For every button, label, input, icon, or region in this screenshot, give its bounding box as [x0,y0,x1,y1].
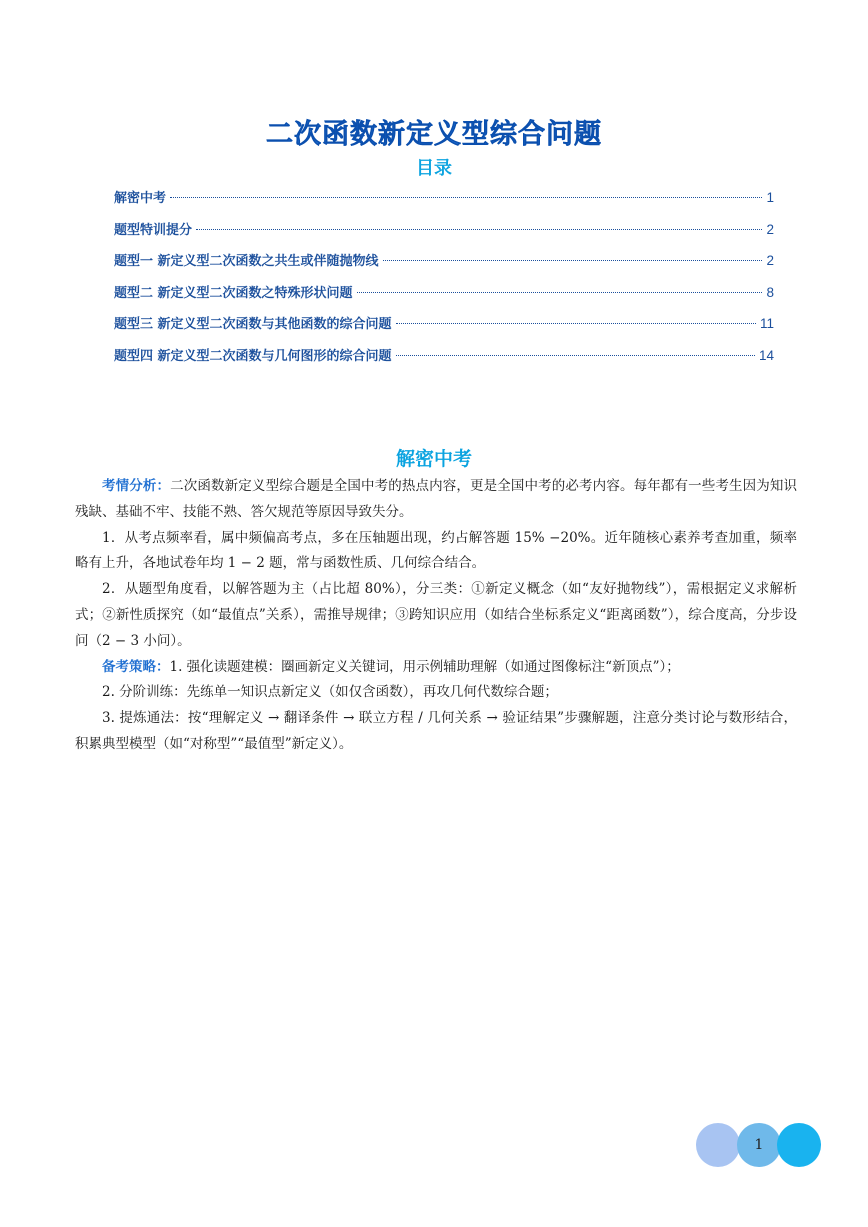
toc-entry-label: 解密中考 [114,191,167,206]
toc-entry-label: 题型一 新定义型二次函数之共生或伴随抛物线 [114,254,379,269]
paragraph-text: 3. 提炼通法：按“理解定义 → 翻译条件 → 联立方程 / 几何关系 → 验证结果”步骤解题，注意分类讨论与数形结合，积累典型模型（如“对称型”“最值型”新定义）。 [75,710,797,752]
page-number: 1 [754,1137,764,1153]
toc-entry-label: 题型二 新定义型二次函数之特殊形状问题 [114,285,353,301]
paragraph [75,680,797,706]
paragraph-text: 二次函数新定义型综合题是全国中考的热点内容，更是全国中考的必考内容。每年都有一些考生因为知识残缺、基础不牢、技能不熟、答欠规范等原因导致失分。 [75,478,798,520]
paragraph [75,655,797,681]
table-of-contents [114,182,774,371]
paragraph [75,706,797,758]
page-number-badge [696,1123,824,1167]
toc-entry[interactable] [114,245,774,277]
toc-leader-dots [357,292,763,293]
toc-entry-label: 题型特训提分 [114,222,193,238]
paragraph-text: 1．从考点频率看，属中频偏高考点，多在压轴题出现，约占解答题 15% −20%。近年随核心素养考查加重，频率略有上升，各地试卷年均 1 − 2 题，常与函数性质、几何综合结合。 [75,529,797,572]
decorative-circle [696,1123,740,1167]
paragraph-text: 2．从题型角度看，以解答题为主（占比超 80%），分三类：①新定义概念（如“友好抛物线”），需根据定义求解析式；②新性质探究（如“最值点”关系），需推导规律；③跨知识应用（如结合坐标系定义“距离函数”），综合度高，分步设问（2 − 3 小问）。 [75,581,797,649]
toc-entry-label: 题型四 新定义型二次函数与几何图形的综合问题 [114,348,392,364]
toc-entry[interactable] [114,214,774,246]
section-heading: 解密中考 [395,448,472,470]
paragraph-text: 2. 分阶训练：先练单一知识点新定义（如仅含函数），再攻几何代数综合题； [102,684,558,701]
toc-entry-page: 1 [766,190,774,205]
toc-entry[interactable] [114,182,774,214]
toc-leader-dots [396,323,756,324]
paragraph [75,526,797,578]
toc-leader-dots [396,355,755,356]
toc-entry[interactable] [114,277,774,309]
paragraph-text: 1. 强化读题建模：圈画新定义关键词，用示例辅助理解（如通过图像标注“新顶点”）； [169,658,680,675]
document-title: 二次函数新定义型综合问题 [266,119,602,150]
decorative-circle [777,1123,821,1167]
paragraph [75,474,797,526]
paragraph-label: 考情分析： [102,478,171,494]
toc-heading: 目录 [416,158,452,179]
paragraph-label: 备考策略： [102,658,170,675]
toc-entry[interactable] [114,308,774,340]
toc-leader-dots [196,229,762,230]
toc-entry-page: 8 [766,284,774,300]
paragraph [75,577,797,654]
section-body [75,474,797,758]
toc-entry-page: 14 [758,347,774,363]
toc-entry-label: 题型三 新定义型二次函数与其他函数的综合问题 [114,317,392,332]
toc-leader-dots [383,260,763,261]
toc-entry[interactable] [114,340,774,372]
toc-entry-page: 11 [759,316,774,331]
toc-entry-page: 2 [766,253,774,268]
toc-leader-dots [170,197,762,198]
toc-entry-page: 2 [766,221,774,237]
